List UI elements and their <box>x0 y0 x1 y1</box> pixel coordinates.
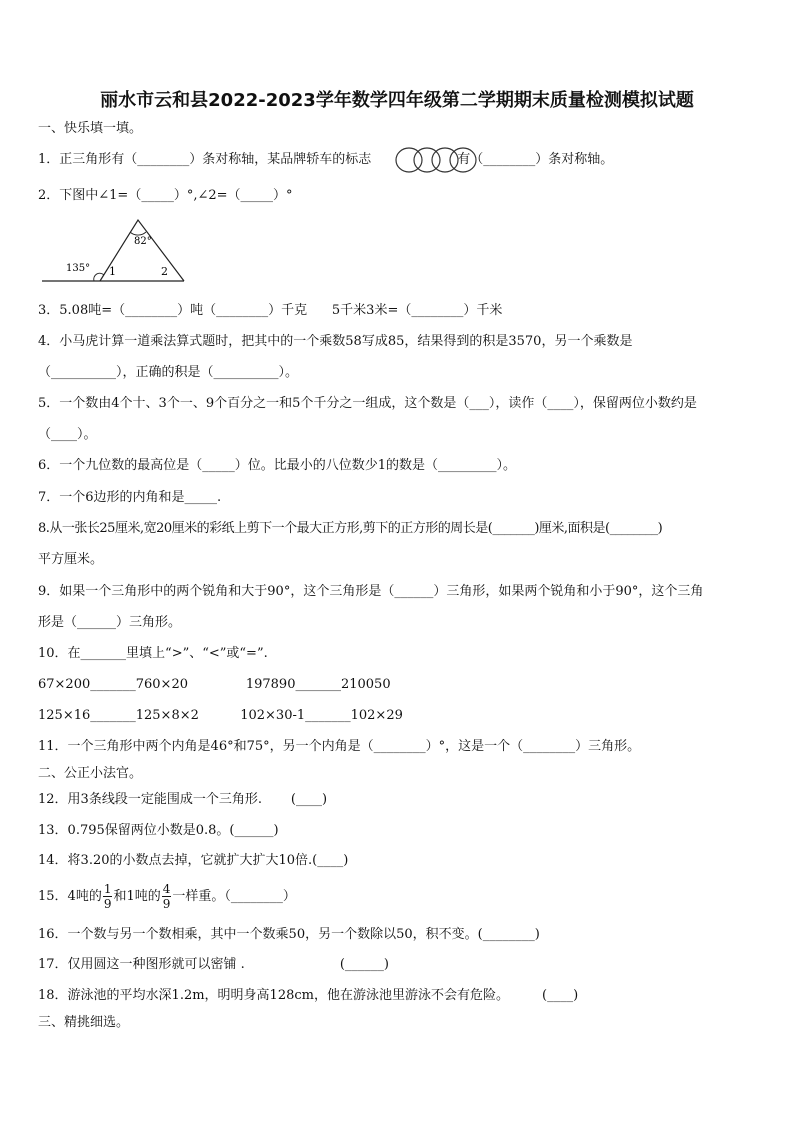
question-18: 18．游泳池的平均水深1.2m，明明身高128cm，他在游泳池里游泳不会有危险。 (____) <box>38 988 579 1003</box>
question-4-line-1: 4．小马虎计算一道乘法算式题时，把其中的一个乘数58写成85，结果得到的积是3570，另一个乘数是 <box>38 334 633 349</box>
question-15: 15．4吨的 $\frac{1}{9}$ 和1吨的 $\frac{4}{9}$ 一样重。（________） <box>38 882 296 911</box>
question-10-row-2: 125×16_______125×8×2 102×30-1_______102×29 <box>38 708 403 723</box>
page-title: 丽水市云和县2022-2023学年数学四年级第二学期期末质量检测模拟试题 <box>100 90 694 111</box>
question-9-line-2: 形是（______）三角形。 <box>38 615 182 630</box>
car-logo-four-rings-icon <box>394 146 478 174</box>
question-6: 6．一个九位数的最高位是（_____）位。比最小的八位数少1的数是（_________）。 <box>38 458 517 473</box>
question-8-line-2: 平方厘米。 <box>38 552 104 567</box>
section-2-heading: 二、公正小法官。 <box>38 766 143 781</box>
question-10-row-1: 67×200_______760×20 197890_______210050 <box>38 677 391 692</box>
question-7: 7．一个6边形的内角和是_____. <box>38 490 222 505</box>
fraction-four-ninths: $\frac{4}{9}$ <box>162 882 171 911</box>
question-17: 17．仅用圆这一种图形就可以密铺 . (______) <box>38 957 389 972</box>
question-14: 14．将3.20的小数点去掉，它就扩大扩大10倍.(____) <box>38 853 349 868</box>
angle-2-label: 2 <box>161 265 168 278</box>
question-2: 2．下图中∠1=（_____）°,∠2=（_____）° <box>38 188 293 203</box>
triangle-figure <box>38 212 188 286</box>
question-4-line-2: （__________），正确的积是（__________）。 <box>38 365 299 380</box>
question-8-line-1: 8.从一张长25厘米,宽20厘米的彩纸上剪下一个最大正方形,剪下的正方形的周长是(_______)厘米,面积是(________) <box>38 521 663 536</box>
section-3-heading: 三、精挑细选。 <box>38 1015 130 1030</box>
question-13: 13．0.795保留两位小数是0.8。(______) <box>38 823 279 838</box>
angle-top-label: 82° <box>134 236 152 247</box>
question-16: 16．一个数与另一个数相乘，其中一个数乘50，另一个数除以50，积不变。(________) <box>38 927 540 942</box>
fraction-one-ninth: $\frac{1}{9}$ <box>103 882 112 911</box>
question-5-line-2: （____）。 <box>38 427 97 442</box>
question-11: 11．一个三角形中两个内角是46°和75°，另一个内角是（________）°，这是一个（________）三角形。 <box>38 739 641 754</box>
question-3: 3．5.08吨=（________）吨（________）千克 5千米3米=（________）千米 <box>38 303 503 318</box>
angle-1-label: 1 <box>109 265 116 278</box>
question-12: 12．用3条线段一定能围成一个三角形. (____) <box>38 792 328 807</box>
question-5-line-1: 5．一个数由4个十、3个一、9个百分之一和5个千分之一组成，这个数是（___），读作（____），保留两位小数约是 <box>38 396 697 411</box>
angle-exterior-label: 135° <box>66 263 91 274</box>
question-9-line-1: 9．如果一个三角形中的两个锐角和大于90°，这个三角形是（______）三角形，如果两个锐角和小于90°，这个三角 <box>38 584 704 599</box>
question-10: 10．在_______里填上“>”、“<”或“=”. <box>38 646 268 661</box>
section-1-heading: 一、快乐填一填。 <box>38 121 143 136</box>
question-1: 1．正三角形有（________）条对称轴，某品牌轿车的标志 有（________）条对称轴。 <box>38 152 614 167</box>
